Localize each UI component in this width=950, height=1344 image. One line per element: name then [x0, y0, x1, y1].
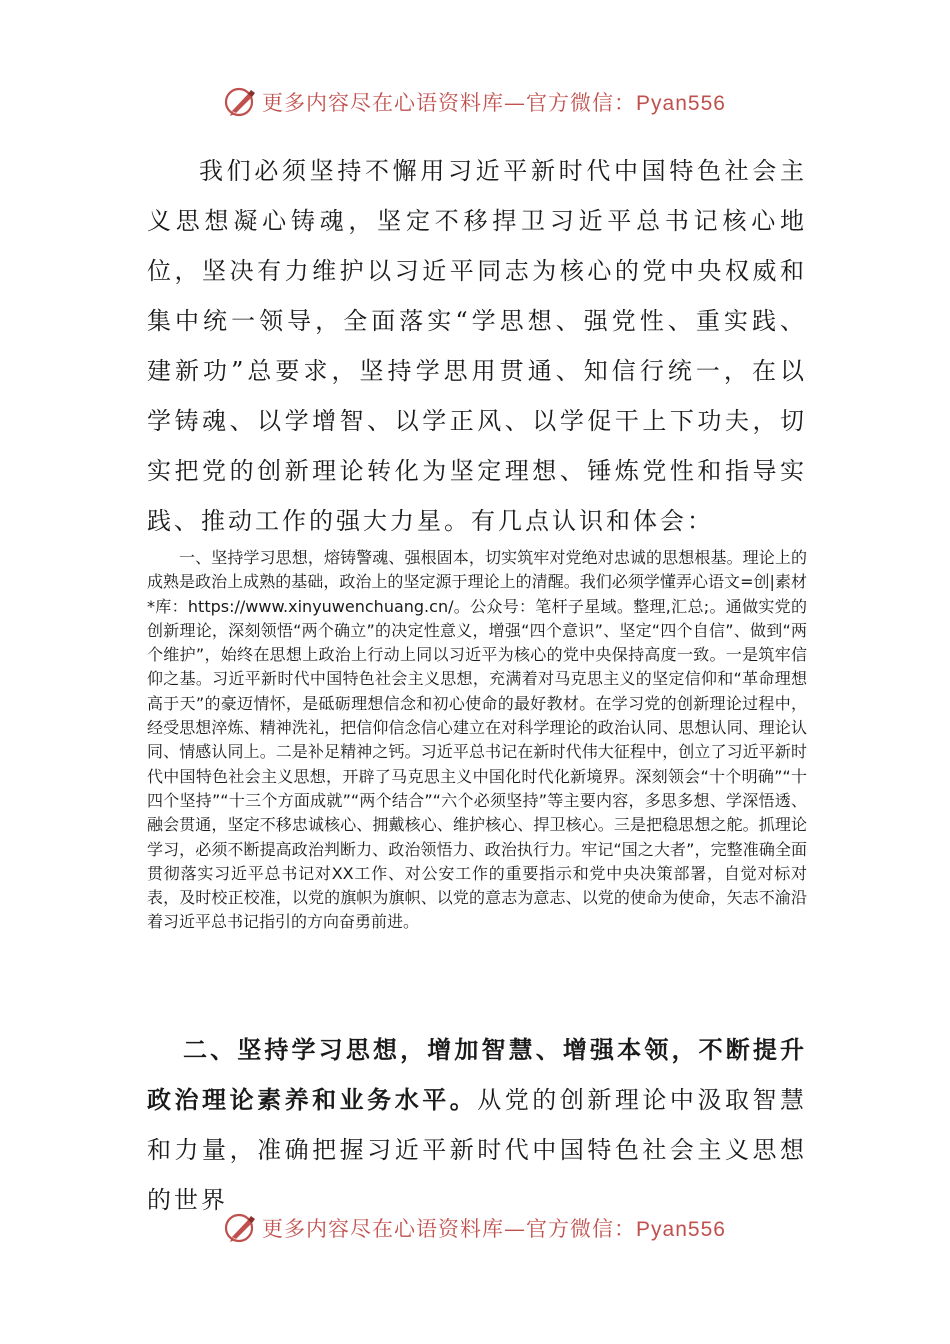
section-1-paragraph: 一、坚持学习思想，熔铸警魂、强根固本，切实筑牢对党绝对忠诚的思想根基。理论上的成熟是政治上成熟的基础，政治上的坚定源于理论上的清醒。我们必须学懂弄心语文=创|素材*库：https://www.xinyuwenchuang.cn/。公众号：笔杆子星域。整理,汇总;。通做实党的创新理论，深刻领悟“两个确立”的决定性意义，增强“四个意识”、坚定“四个自信”、做到“两个维护”，始终在思想上政治上行动上同以习近平为核心的党中央保持高度一致。一是筑牢信仰之基。习近平新时代中国特色社会主义思想，充满着对马克思主义的坚定信仰和“革命理想高于天”的豪迈情怀，是砥砺理想信念和初心使命的最好教材。在学习党的创新理论过程中，经受思想淬炼、精神洗礼，把信仰信念信心建立在对科学理论的政治认同、思想认同、理论认同、情感认同上。二是补足精神之钙。习近平总书记在新时代伟大征程中，创立了习近平新时代中国特色社会主义思想，开辟了马克思主义中国化时代化新境界。深刻领会“十个明确”“十四个坚持”“十三个方面成就”“两个结合”“六个必须坚持”等主要内容，多思多想、学深悟透、融会贯通，坚定不移忠诚核心、拥戴核心、维护核心、捍卫核心。三是把稳思想之舵。抓理论学习，必须不断提高政治判断力、政治领悟力、政治执行力。牢记“国之大者”，完整准确全面贯彻落实习近平总书记对XX工作、对公安工作的重要指示和党中央决策部署，自觉对标对表，及时校正校准，以党的旗帜为旗帜、以党的意志为意志、以党的使命为使命，矢志不渝沿着习近平总书记指引的方向奋勇前进。 — [147, 548, 807, 932]
pen-logo-icon — [224, 85, 258, 119]
footer-wechat-id: Pyan556 — [636, 1218, 726, 1241]
section-2-heading: 二、坚持学习思想，增加智慧、增强本领，不断提升政治理论素养和业务水平。 — [147, 1035, 807, 1114]
footer-banner-text: 更多内容尽在心语资料库—官方微信：Pyan556 — [262, 1217, 726, 1241]
pen-logo-icon — [224, 1211, 258, 1245]
header-banner-text: 更多内容尽在心语资料库—官方微信：Pyan556 — [262, 91, 726, 115]
section-2-text: 从党的创新理论中汲取智慧和力量，准确把握习近平新时代中国特色社会主义思想的世界 — [147, 1086, 808, 1214]
header-wechat-id: Pyan556 — [636, 92, 726, 115]
footer-banner — [0, 1208, 950, 1248]
intro-paragraph: 我们必须坚持不懈用习近平新时代中国特色社会主义思想凝心铸魂，坚定不移捍卫习近平总书记核心地位，坚决有力维护以习近平同志为核心的党中央权威和集中统一领导，全面落实“学思想、强党性、重实践、建新功”总要求，坚持学思用贯通、知信行统一，在以学铸魂、以学增智、以学正风、以学促干上下功夫，切实把党的创新理论转化为坚定理想、锤炼党性和指导实践、推动工作的强大力星。有几点认识和体会： — [147, 157, 807, 535]
header-banner — [0, 82, 950, 122]
section-2-paragraph — [147, 1025, 807, 1225]
